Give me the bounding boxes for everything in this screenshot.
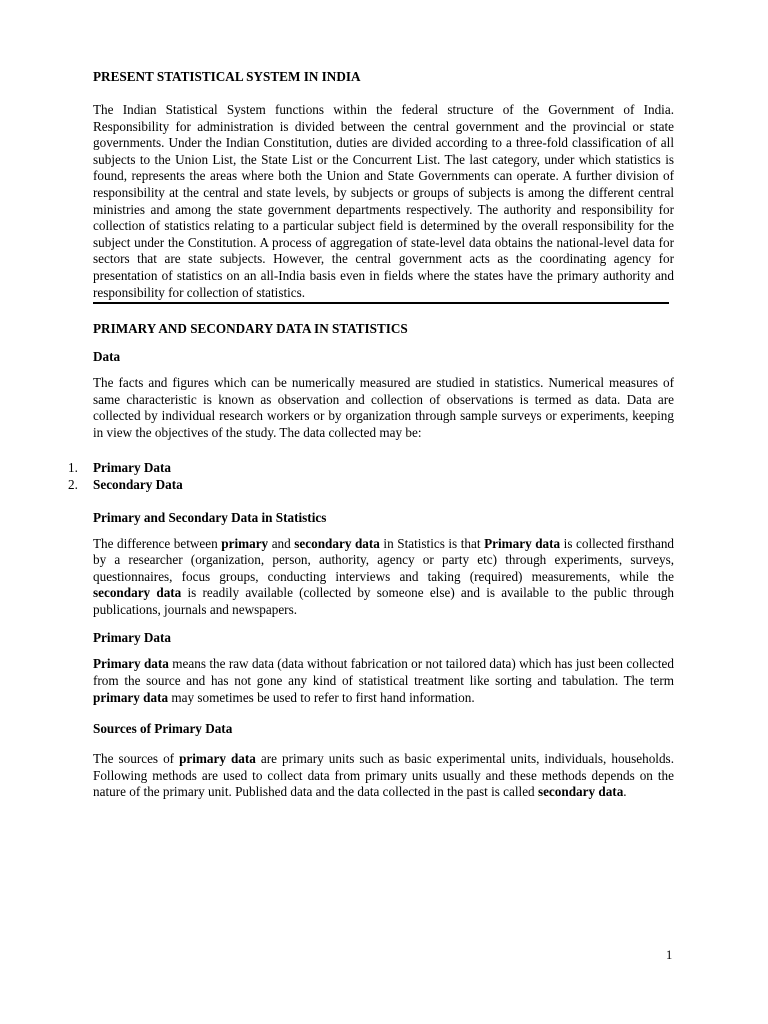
paragraph-sources: The sources of primary data are primary units such as basic experimental units, individuals, households. Following methods are used to collect data from primary units usually and these methods depends on the nature of the primary unit. Published data and the data collected in the past is called secondary data. [93,751,674,800]
paragraph-statistical-system: The Indian Statistical System functions within the federal structure of the Government of India. Responsibility for administration is divided between the central government and the provincial or state governments. Under the Indian Constitution, duties are divided according to a three-fold classification of all subjects to the Union List, the State List or the Concurrent List. The last category, under which statistics is found, represents the areas where both the Union and State Governments can operate. A further division of responsibility at the central and state levels, by subjects or groups of subjects is among the different central ministries and among the state government departments respectively. The authority and responsibility for collection of statistics relating to a particular subject field is determined by the overall responsibility for the subject under the Constitution. A process of aggregation of state-level data obtains the national-level data for sectors that are state subjects. However, the central government acts as the coordinating agency for presentation of statistics on an all-India basis even in fields where the states have the primary authority and responsibility for collection of statistics. [93,102,674,300]
list-item [68,459,674,476]
section-divider [93,302,669,304]
list-item-number: 1. [68,459,78,475]
subheading-primary-secondary: Primary and Secondary Data in Statistics [93,509,327,525]
paragraph-difference: The difference between primary and secondary data in Statistics is that Primary data is collected firsthand by a researcher (organization, person, authority, agency or party etc) through experiments, surveys, questionnaires, focus groups, conducting interviews and taking (required) measurements, while the secondary data is readily available (collected by someone else) and is available to the public through publications, journals and newspapers. [93,535,675,617]
paragraph-primary-data: Primary data means the raw data (data without fabrication or not tailored data) which has just been collected from the source and has not gone any kind of statistical treatment like sorting and tabulation. The term primary data may sometimes be used to refer to first hand information. [93,656,674,705]
paragraph-data: The facts and figures which can be numerically measured are studied in statistics. Numerical measures of same characteristic is known as observation and collection of observations is termed as data. Data are collected by individual research workers or by organization through sample surveys or experiments, keeping in view the objectives of the study. The data collected may be: [93,375,674,440]
list-item-label: Primary Data [93,459,171,475]
document-page [68,68,675,801]
page-number: 1 [666,948,673,962]
section-heading-statistical-system: PRESENT STATISTICAL SYSTEM IN INDIA [93,69,361,84]
list-item-number: 2. [68,476,78,492]
data-types-list [68,459,674,493]
subheading-data: Data [93,349,121,365]
subheading-sources: Sources of Primary Data [93,721,233,737]
list-item [68,476,674,493]
subheading-primary-data: Primary Data [93,630,171,646]
list-item-label: Secondary Data [93,476,183,492]
section-heading-primary-secondary: PRIMARY AND SECONDARY DATA IN STATISTICS [93,321,408,337]
